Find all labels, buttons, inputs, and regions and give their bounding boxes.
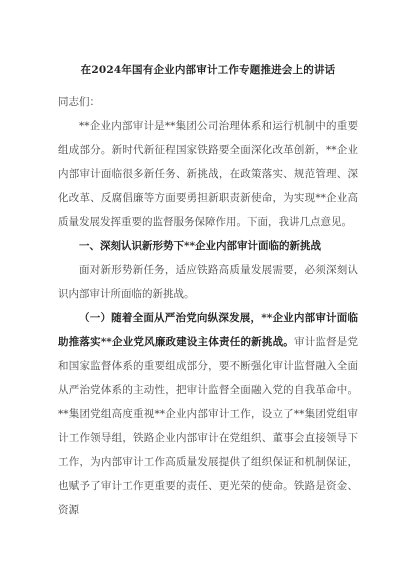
subsection-1-body: 审计监督是党和国家监督体系的重要组成部分，要不断强化审计监督融入全面从严治党体系的主动性，把审计监督全面融入党的自我革命中。**集团党组高度重视**企业内部审计工作，设立了**集团党组审计工作领导组，铁路企业内部审计在党组织、董事会直接领导下工作，为内部审计工作高质量发展提供了组织保证和机制保证，也赋予了审计工作更重要的责任、更光荣的使命。铁路是资金、资源 xyxy=(58,336,359,516)
section-1-heading: 一、深刻认识新形势下**企业内部审计面临的新挑战 xyxy=(79,240,321,252)
salutation: 同志们： xyxy=(58,96,100,108)
document-title: 在2024年国有企业内部审计工作专题推进会上的讲话 xyxy=(80,64,336,76)
subsection-1-paragraph xyxy=(58,306,358,522)
section-1-paragraph: 面对新形势新任务，适应铁路高质量发展需要，必须深刻认识内部审计所面临的新挑战。 xyxy=(58,264,358,300)
subsection-1-heading: （一）随着全面从严治党向纵深发展，**企业内部审计面临助推落实**企业党风廉政建设主体责任的新挑战。 xyxy=(58,312,358,348)
document-page xyxy=(58,60,358,522)
intro-paragraph: **企业内部审计是**集团公司治理体系和运行机制中的重要组成部分。新时代新征程国家铁路要全面深化改革创新，**企业内部审计面临很多新任务、新挑战，在政策落实、规范管理、深化改革、反腐倡廉等方面要勇担新职责新使命，为实现**企业高质量发展发挥重要的监督服务保障作用。下面，我讲几点意见。 xyxy=(58,120,358,228)
